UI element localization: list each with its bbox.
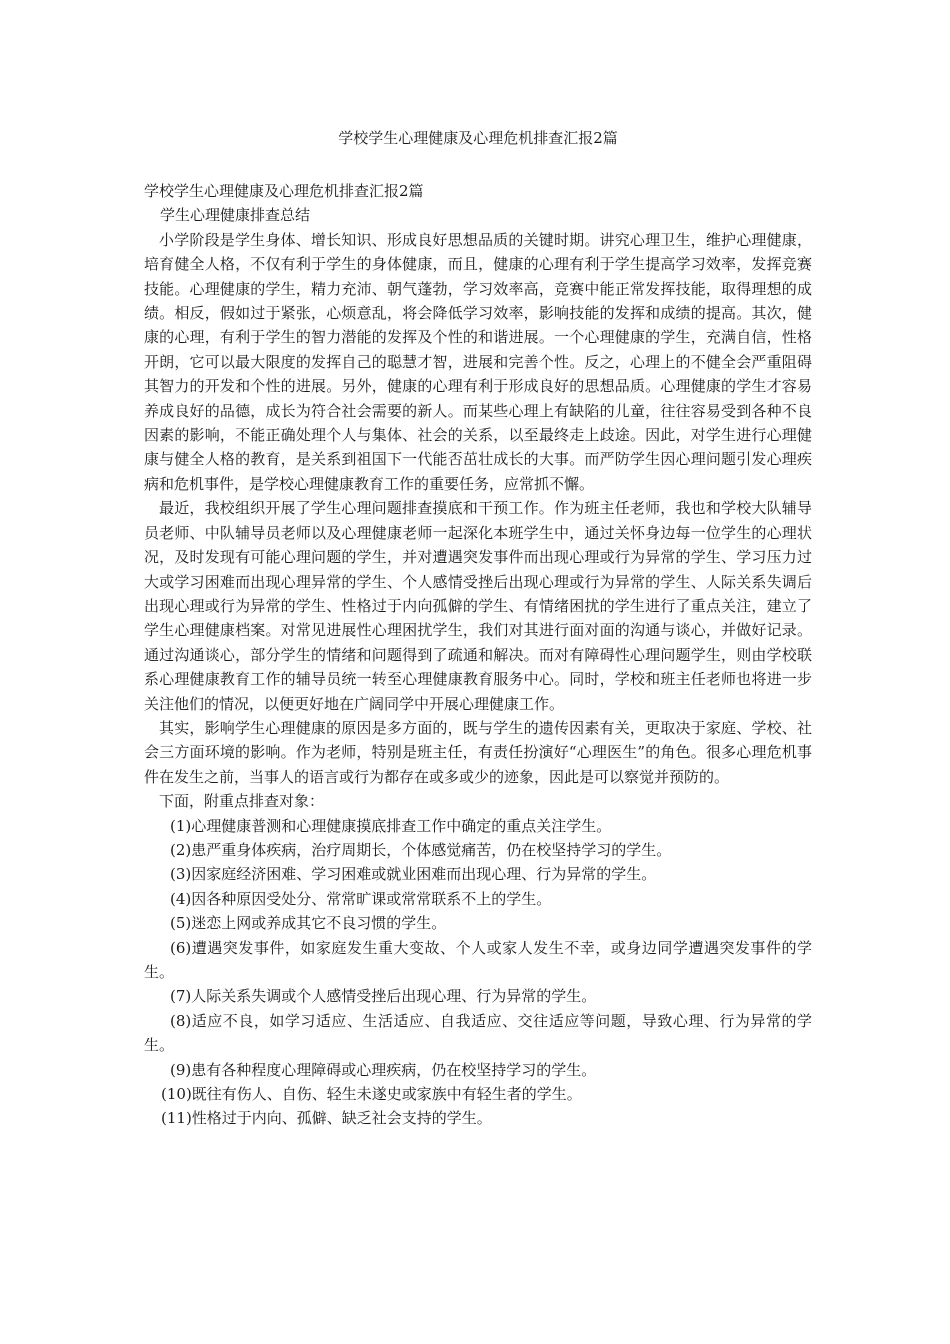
paragraph-2: 最近，我校组织开展了学生心理问题排查摸底和干预工作。作为班主任老师，我也和学校大队辅导员老师、中队辅导员老师以及心理健康老师一起深化本班学生中，通过关怀身边每一位学生的心理状况，及时发现有可能心理问题的学生，并对遭遇突发事件而出现心理或行为异常的学生、学习压力过大或学习困难而出现心理异常的学生、个人感情受挫后出现心理或行为异常的学生、人际关系失调后出现心理或行为异常的学生、性格过于内向孤僻的学生、有情绪困扰的学生进行了重点关注，建立了学生心理健康档案。对常见进展性心理困扰学生，我们对其进行面对面的沟通与谈心，并做好记录。通过沟通谈心，部分学生的情绪和问题得到了疏通和解决。而对有障碍性心理问题学生，则由学校联系心理健康教育工作的辅导员统一转至心理健康教育服务中心。同时，学校和班主任老师也将进一步关注他们的情况，以便更好地在广阔同学中开展心理健康工作。 (144, 499, 812, 713)
list-item: (3)因家庭经济困难、学习困难或就业困难而出现心理、行为异常的学生。 (170, 865, 657, 884)
list-item: (8)适应不良，如学习适应、生活适应、自我适应、交往适应等问题，导致心理、行为异常的学生。 (144, 1011, 812, 1055)
list-item: (1)心理健康普测和心理健康摸底排查工作中确定的重点关注学生。 (170, 816, 612, 835)
document-heading: 学校学生心理健康及心理危机排查汇报2篇 (144, 182, 424, 200)
paragraph-1: 小学阶段是学生身体、增长知识、形成良好思想品质的关键时期。讲究心理卫生，维护心理健康，培育健全人格，不仅有利于学生的身体健康，而且，健康的心理有利于学生提高学习效率，发挥竞赛技能。心理健康的学生，精力充沛、朝气蓬勃，学习效率高，竞赛中能正常发挥技能，取得理想的成绩。相反，假如过于紧张，心烦意乱，将会降低学习效率，影响技能的发挥和成绩的提高。其次，健康的心理，有利于学生的智力潜能的发挥及个性的和谐进展。一个心理健康的学生，充满自信，性格开朗，它可以最大限度的发挥自己的聪慧才智，进展和完善个性。反之，心理上的不健全会严重阻碍其智力的开发和个性的进展。另外，健康的心理有利于形成良好的思想品质。心理健康的学生才容易养成良好的品德，成长为符合社会需要的新人。而某些心理上有缺陷的儿童，往往容易受到各种不良因素的影响，不能正确处理个人与集体、社会的关系，以至最终走上歧途。因此，对学生进行心理健康与健全人格的教育，是关系到祖国下一代能否茁壮成长的大事。而严防学生因心理问题引发心理疾病和危机事件，是学校心理健康教育工作的重要任务，应常抓不懈。 (144, 230, 812, 493)
document-body (144, 179, 812, 1131)
list-item: (7)人际关系失调或个人感情受挫后出现心理、行为异常的学生。 (170, 987, 597, 1006)
list-item: (5)迷恋上网或养成其它不良习惯的学生。 (170, 914, 447, 933)
paragraph-4: 下面，附重点排查对象： (159, 792, 325, 811)
list-item: (2)患严重身体疾病，治疗周期长，个体感觉痛苦，仍在校坚持学习的学生。 (170, 840, 672, 859)
list-item: (6)遭遇突发事件，如家庭发生重大变故、个人或家人发生不幸，或身边同学遭遇突发事件的学生。 (144, 938, 812, 981)
section-title: 学生心理健康排查总结 (160, 206, 311, 225)
list-item: (11)性格过于内向、孤僻、缺乏社会支持的学生。 (161, 1109, 492, 1128)
list-item: (10)既往有伤人、自伤、轻生未遂史或家族中有轻生者的学生。 (161, 1085, 582, 1104)
list-item: (4)因各种原因受处分、常常旷课或常常联系不上的学生。 (170, 889, 552, 908)
list-item: (9)患有各种程度心理障碍或心理疾病，仍在校坚持学习的学生。 (170, 1060, 597, 1079)
document-title: 学校学生心理健康及心理危机排查汇报2篇 (338, 129, 618, 147)
paragraph-3: 其实，影响学生心理健康的原因是多方面的，既与学生的遗传因素有关，更取决于家庭、学校、社会三方面环境的影响。作为老师，特别是班主任，有责任扮演好“心理医生”的角色。很多心理危机事件在发生之前，当事人的语言或行为都存在或多或少的迹象，因此是可以察觉并预防的。 (144, 718, 812, 786)
